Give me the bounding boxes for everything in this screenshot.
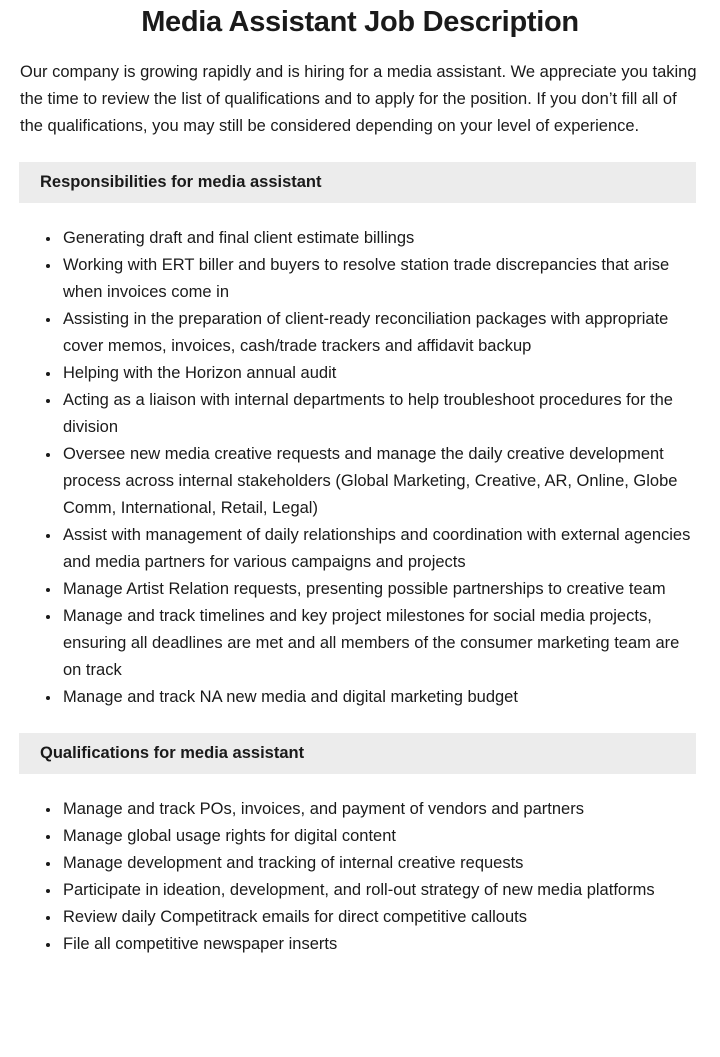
list-item: • Working with ERT biller and buyers to resolve station trade discrepancies that arise when invoices come in xyxy=(61,252,696,306)
list-item: • Helping with the Horizon annual audit xyxy=(61,360,696,387)
intro-paragraph: Our company is growing rapidly and is hiring for a media assistant. We appreciate you taking the time to review the list of qualifications and to apply for the position. If you don’t fill all of the qualifications, you may still be considered depending on your level of experience. xyxy=(20,63,697,135)
section-heading-qualifications: Qualifications for media assistant xyxy=(19,733,696,774)
list-item: • Assist with management of daily relationships and coordination with external agencies and media partners for various campaigns and projects xyxy=(61,522,696,576)
list-item: • Review daily Competitrack emails for direct competitive callouts xyxy=(61,904,696,931)
list-item: • Assisting in the preparation of client-ready reconciliation packages with appropriate cover memos, invoices, cash/trade trackers and affidavit backup xyxy=(61,306,696,360)
list-item: • Oversee new media creative requests and manage the daily creative development process across internal stakeholders (Global Marketing, Creative, AR, Online, Globe Comm, International, Retail, Legal) xyxy=(61,441,696,522)
list-item: • Participate in ideation, development, and roll-out strategy of new media platforms xyxy=(61,877,696,904)
responsibilities-list xyxy=(0,225,696,711)
list-item: • File all competitive newspaper inserts xyxy=(61,931,696,958)
section-heading-responsibilities: Responsibilities for media assistant xyxy=(19,162,696,203)
list-item: • Manage Artist Relation requests, presenting possible partnerships to creative team xyxy=(61,576,696,603)
qualifications-list xyxy=(0,796,696,958)
list-item: • Acting as a liaison with internal departments to help troubleshoot procedures for the division xyxy=(61,387,696,441)
list-item: • Manage global usage rights for digital content xyxy=(61,823,696,850)
list-item: • Manage and track NA new media and digital marketing budget xyxy=(61,684,696,711)
list-item: • Manage and track POs, invoices, and payment of vendors and partners xyxy=(61,796,696,823)
list-item: • Generating draft and final client estimate billings xyxy=(61,225,696,252)
page-title: Media Assistant Job Description xyxy=(141,6,579,38)
list-item: • Manage development and tracking of internal creative requests xyxy=(61,850,696,877)
section-qualifications xyxy=(0,733,720,958)
section-responsibilities xyxy=(0,162,720,711)
list-item: • Manage and track timelines and key project milestones for social media projects, ensuring all deadlines are met and all members of the consumer marketing team are on track xyxy=(61,603,696,684)
